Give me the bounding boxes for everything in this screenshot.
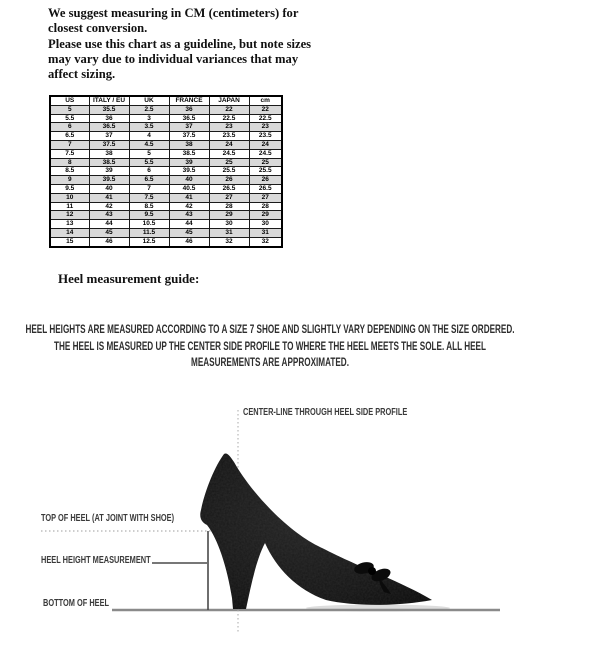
size-chart-header-row bbox=[50, 96, 282, 105]
table-row bbox=[50, 105, 282, 114]
size-cell: 9 bbox=[50, 176, 89, 185]
table-row bbox=[50, 193, 282, 202]
size-cell: 46 bbox=[89, 237, 129, 246]
size-cell: 37 bbox=[169, 123, 209, 132]
size-cell: 45 bbox=[89, 228, 129, 237]
intro-line: Please use this chart as a guideline, but note sizes bbox=[48, 36, 312, 51]
size-cell: 9.5 bbox=[129, 211, 169, 220]
size-cell: 24 bbox=[249, 140, 282, 149]
table-row bbox=[50, 211, 282, 220]
column-header: cm bbox=[249, 96, 282, 105]
size-cell: 5.5 bbox=[50, 114, 89, 123]
size-cell: 24 bbox=[209, 140, 249, 149]
size-cell: 23.5 bbox=[209, 132, 249, 141]
size-cell: 23.5 bbox=[249, 132, 282, 141]
size-cell: 37 bbox=[89, 132, 129, 141]
heel-guide-title: Heel measurement guide: bbox=[58, 271, 200, 286]
intro-line: may vary due to individual variances that may bbox=[48, 51, 299, 66]
size-cell: 42 bbox=[89, 202, 129, 211]
size-cell: 8.5 bbox=[50, 167, 89, 176]
table-row bbox=[50, 220, 282, 229]
size-cell: 36.5 bbox=[169, 114, 209, 123]
table-row bbox=[50, 184, 282, 193]
bottom-of-heel-label: BOTTOM OF HEEL bbox=[43, 598, 110, 609]
size-cell: 38.5 bbox=[169, 149, 209, 158]
size-cell: 23 bbox=[209, 123, 249, 132]
size-cell: 26 bbox=[209, 176, 249, 185]
column-header: UK bbox=[129, 96, 169, 105]
size-cell: 25.5 bbox=[209, 167, 249, 176]
size-cell: 25.5 bbox=[249, 167, 282, 176]
size-cell: 6.5 bbox=[129, 176, 169, 185]
size-cell: 39 bbox=[89, 167, 129, 176]
size-cell: 12 bbox=[50, 211, 89, 220]
size-cell: 31 bbox=[249, 228, 282, 237]
table-row bbox=[50, 228, 282, 237]
size-cell: 7.5 bbox=[50, 149, 89, 158]
size-cell: 23 bbox=[249, 123, 282, 132]
heel-guide-description: HEEL HEIGHTS ARE MEASURED ACCORDING TO A SIZE 7 SHOE AND SLIGHTLY VARY DEPENDING ON THE SIZE ORDERED. THE HEEL IS MEASURED UP THE CENTER SIDE PROFILE TO WHERE THE HEEL MEETS THE SOLE. ALL HEEL MEASUREMENTS ARE APPROXIMATED. bbox=[25, 322, 515, 369]
size-cell: 37.5 bbox=[89, 140, 129, 149]
size-cell: 28 bbox=[249, 202, 282, 211]
column-header: FRANCE bbox=[169, 96, 209, 105]
size-cell: 22 bbox=[209, 105, 249, 114]
size-cell: 36 bbox=[169, 105, 209, 114]
size-cell: 39.5 bbox=[89, 176, 129, 185]
size-cell: 22 bbox=[249, 105, 282, 114]
size-cell: 7.5 bbox=[129, 193, 169, 202]
size-cell: 42 bbox=[169, 202, 209, 211]
size-cell: 46 bbox=[169, 237, 209, 246]
size-cell: 29 bbox=[209, 211, 249, 220]
size-cell: 29 bbox=[249, 211, 282, 220]
size-cell: 30 bbox=[209, 220, 249, 229]
intro-line: closest conversion. bbox=[48, 21, 148, 36]
size-cell: 26 bbox=[249, 176, 282, 185]
size-cell: 41 bbox=[169, 193, 209, 202]
size-cell: 6.5 bbox=[50, 132, 89, 141]
size-cell: 43 bbox=[169, 211, 209, 220]
size-cell: 10 bbox=[50, 193, 89, 202]
size-cell: 6 bbox=[129, 167, 169, 176]
size-cell: 2.5 bbox=[129, 105, 169, 114]
table-row bbox=[50, 123, 282, 132]
table-row bbox=[50, 114, 282, 123]
size-cell: 35.5 bbox=[89, 105, 129, 114]
size-cell: 7 bbox=[50, 140, 89, 149]
size-cell: 7 bbox=[129, 184, 169, 193]
size-cell: 26.5 bbox=[209, 184, 249, 193]
table-row bbox=[50, 176, 282, 185]
size-cell: 10.5 bbox=[129, 220, 169, 229]
size-cell: 11.5 bbox=[129, 228, 169, 237]
size-cell: 3.5 bbox=[129, 123, 169, 132]
size-cell: 40 bbox=[89, 184, 129, 193]
size-cell: 6 bbox=[50, 123, 89, 132]
table-row bbox=[50, 237, 282, 246]
size-cell: 38 bbox=[169, 140, 209, 149]
size-cell: 11 bbox=[50, 202, 89, 211]
size-cell: 5 bbox=[50, 105, 89, 114]
size-cell: 22.5 bbox=[209, 114, 249, 123]
size-cell: 3 bbox=[129, 114, 169, 123]
size-cell: 32 bbox=[209, 237, 249, 246]
size-cell: 15 bbox=[50, 237, 89, 246]
size-cell: 38.5 bbox=[89, 158, 129, 167]
heel-shoe-illustration bbox=[195, 445, 440, 615]
size-cell: 40.5 bbox=[169, 184, 209, 193]
size-cell: 27 bbox=[209, 193, 249, 202]
size-cell: 32 bbox=[249, 237, 282, 246]
table-row bbox=[50, 132, 282, 141]
size-cell: 44 bbox=[89, 220, 129, 229]
size-cell: 45 bbox=[169, 228, 209, 237]
size-cell: 24.5 bbox=[209, 149, 249, 158]
size-cell: 25 bbox=[209, 158, 249, 167]
size-cell: 4.5 bbox=[129, 140, 169, 149]
heel-height-label: HEEL HEIGHT MEASUREMENT bbox=[41, 555, 151, 566]
size-cell: 9.5 bbox=[50, 184, 89, 193]
size-cell: 36 bbox=[89, 114, 129, 123]
size-cell: 31 bbox=[209, 228, 249, 237]
size-cell: 30 bbox=[249, 220, 282, 229]
size-cell: 13 bbox=[50, 220, 89, 229]
size-cell: 4 bbox=[129, 132, 169, 141]
size-cell: 39 bbox=[169, 158, 209, 167]
table-row bbox=[50, 158, 282, 167]
size-cell: 26.5 bbox=[249, 184, 282, 193]
size-cell: 43 bbox=[89, 211, 129, 220]
column-header: US bbox=[50, 96, 89, 105]
size-cell: 5 bbox=[129, 149, 169, 158]
table-row bbox=[50, 167, 282, 176]
table-row bbox=[50, 140, 282, 149]
heel-measurement-diagram bbox=[0, 400, 605, 645]
size-cell: 37.5 bbox=[169, 132, 209, 141]
top-of-heel-label: TOP OF HEEL (AT JOINT WITH SHOE) bbox=[41, 513, 175, 524]
table-row bbox=[50, 149, 282, 158]
size-cell: 27 bbox=[249, 193, 282, 202]
size-cell: 44 bbox=[169, 220, 209, 229]
intro-line: affect sizing. bbox=[48, 67, 116, 82]
size-cell: 41 bbox=[89, 193, 129, 202]
size-cell: 40 bbox=[169, 176, 209, 185]
size-cell: 24.5 bbox=[249, 149, 282, 158]
intro-line: We suggest measuring in CM (centimeters) for bbox=[48, 6, 299, 20]
size-cell: 8 bbox=[50, 158, 89, 167]
column-header: JAPAN bbox=[209, 96, 249, 105]
size-cell: 22.5 bbox=[249, 114, 282, 123]
size-cell: 38 bbox=[89, 149, 129, 158]
size-cell: 12.5 bbox=[129, 237, 169, 246]
column-header: ITALY / EU bbox=[89, 96, 129, 105]
size-cell: 8.5 bbox=[129, 202, 169, 211]
intro-text bbox=[48, 6, 311, 82]
size-cell: 5.5 bbox=[129, 158, 169, 167]
size-cell: 14 bbox=[50, 228, 89, 237]
table-row bbox=[50, 202, 282, 211]
size-cell: 36.5 bbox=[89, 123, 129, 132]
size-cell: 39.5 bbox=[169, 167, 209, 176]
center-line-label: CENTER-LINE THROUGH HEEL SIDE PROFILE bbox=[243, 407, 408, 418]
size-chart-table bbox=[49, 95, 283, 248]
size-cell: 28 bbox=[209, 202, 249, 211]
size-cell: 25 bbox=[249, 158, 282, 167]
